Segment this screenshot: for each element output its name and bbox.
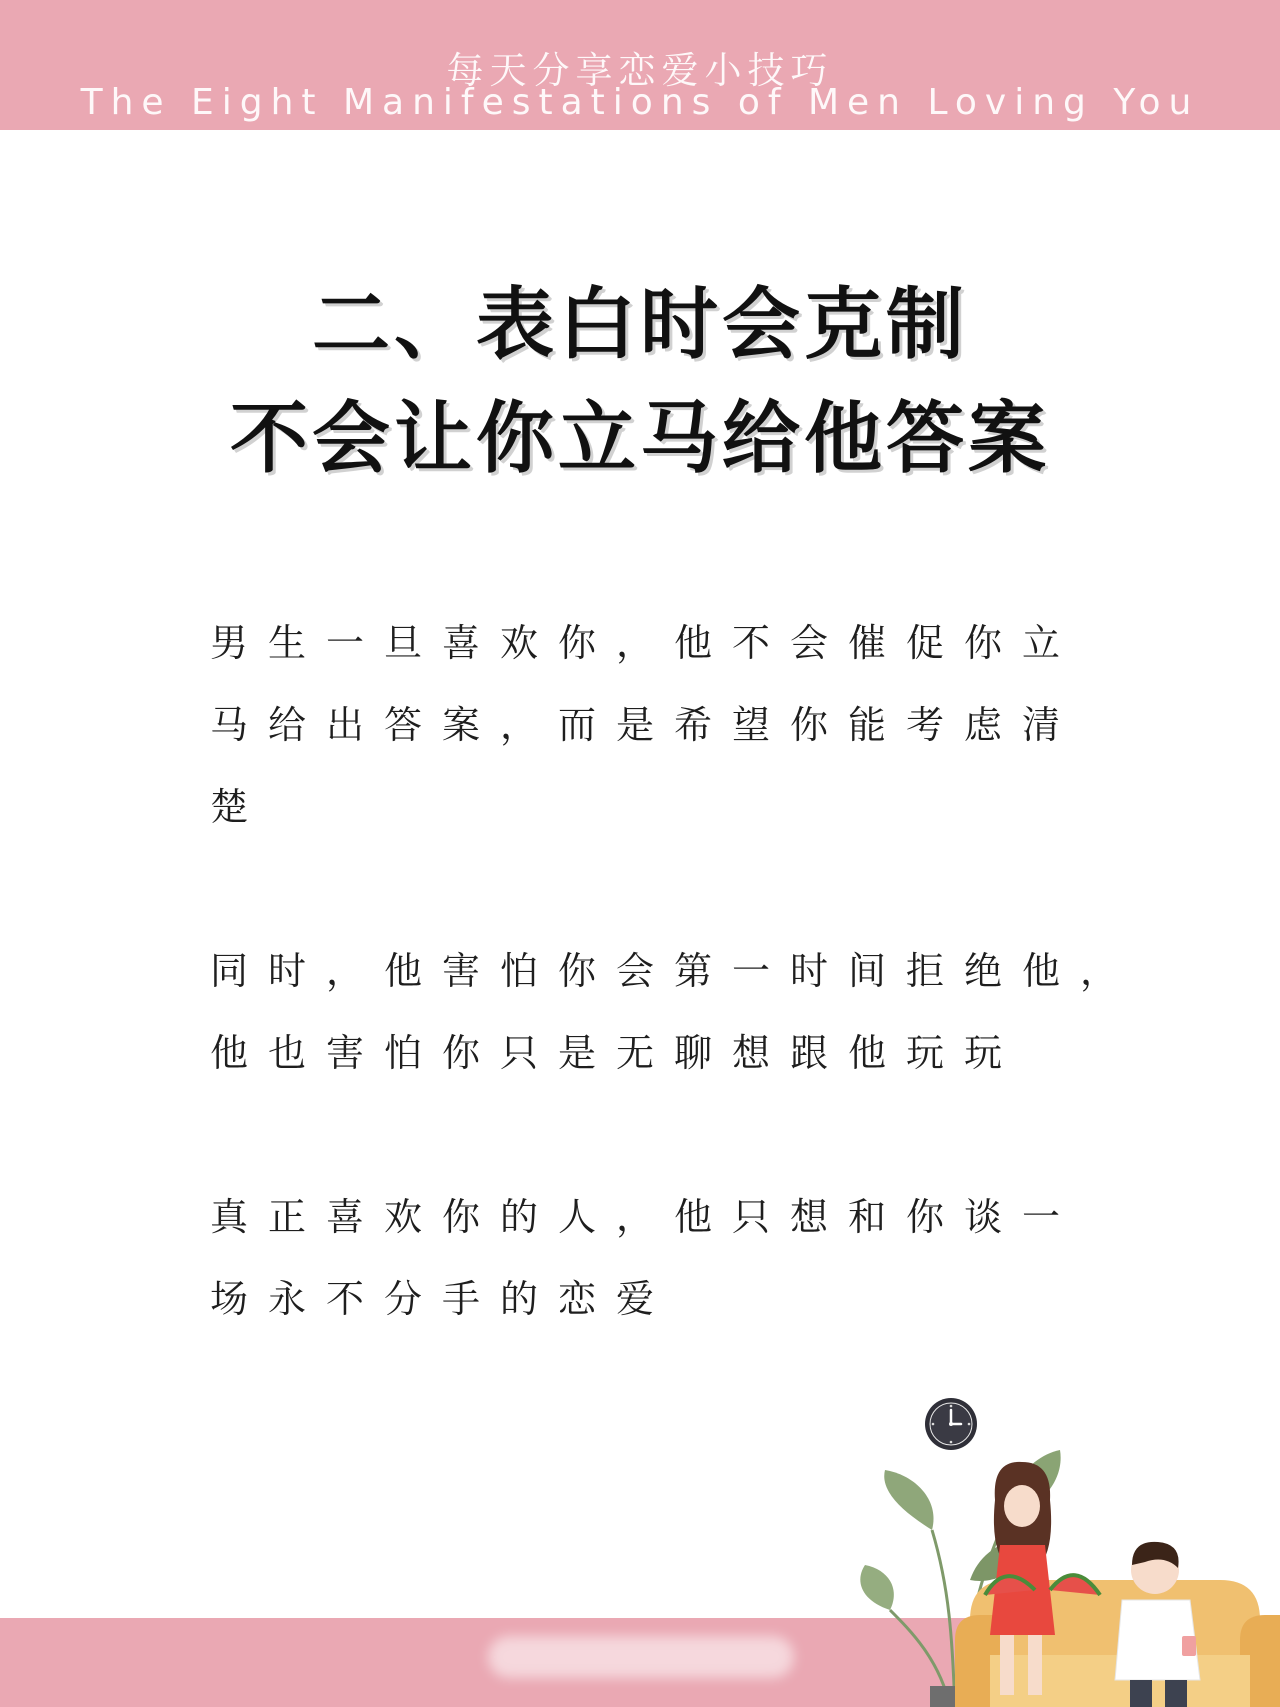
paragraph-1-line-2: 马给出答案，而是希望你能考虑清 xyxy=(210,703,1081,747)
paragraph-1-line-1: 男生一旦喜欢你，他不会催促你立 xyxy=(210,621,1081,665)
couple-on-sofa-illustration xyxy=(860,1440,1280,1707)
paragraph-3-line-1: 真正喜欢你的人，他只想和你谈一 xyxy=(210,1195,1081,1239)
title-line-2: 不会让你立马给他答案 xyxy=(229,394,1050,484)
banner-chinese-text: 每天分享恋爱小技巧 xyxy=(446,49,834,92)
blurred-watermark xyxy=(488,1636,794,1678)
title-line-1: 二、表白时会克制 xyxy=(311,280,968,370)
paragraph-3-line-2: 场永不分手的恋爱 xyxy=(210,1277,675,1321)
paragraph-2-line-2: 他也害怕你只是无聊想跟他玩玩 xyxy=(210,1031,1023,1075)
paragraph-1-line-3: 楚 xyxy=(210,785,269,829)
paragraph-2-line-1: 同时，他害怕你会第一时间拒绝他， xyxy=(210,949,1139,993)
top-banner xyxy=(0,0,1280,130)
banner-english-text: The Eight Manifestations of Men Loving You xyxy=(80,82,1200,123)
